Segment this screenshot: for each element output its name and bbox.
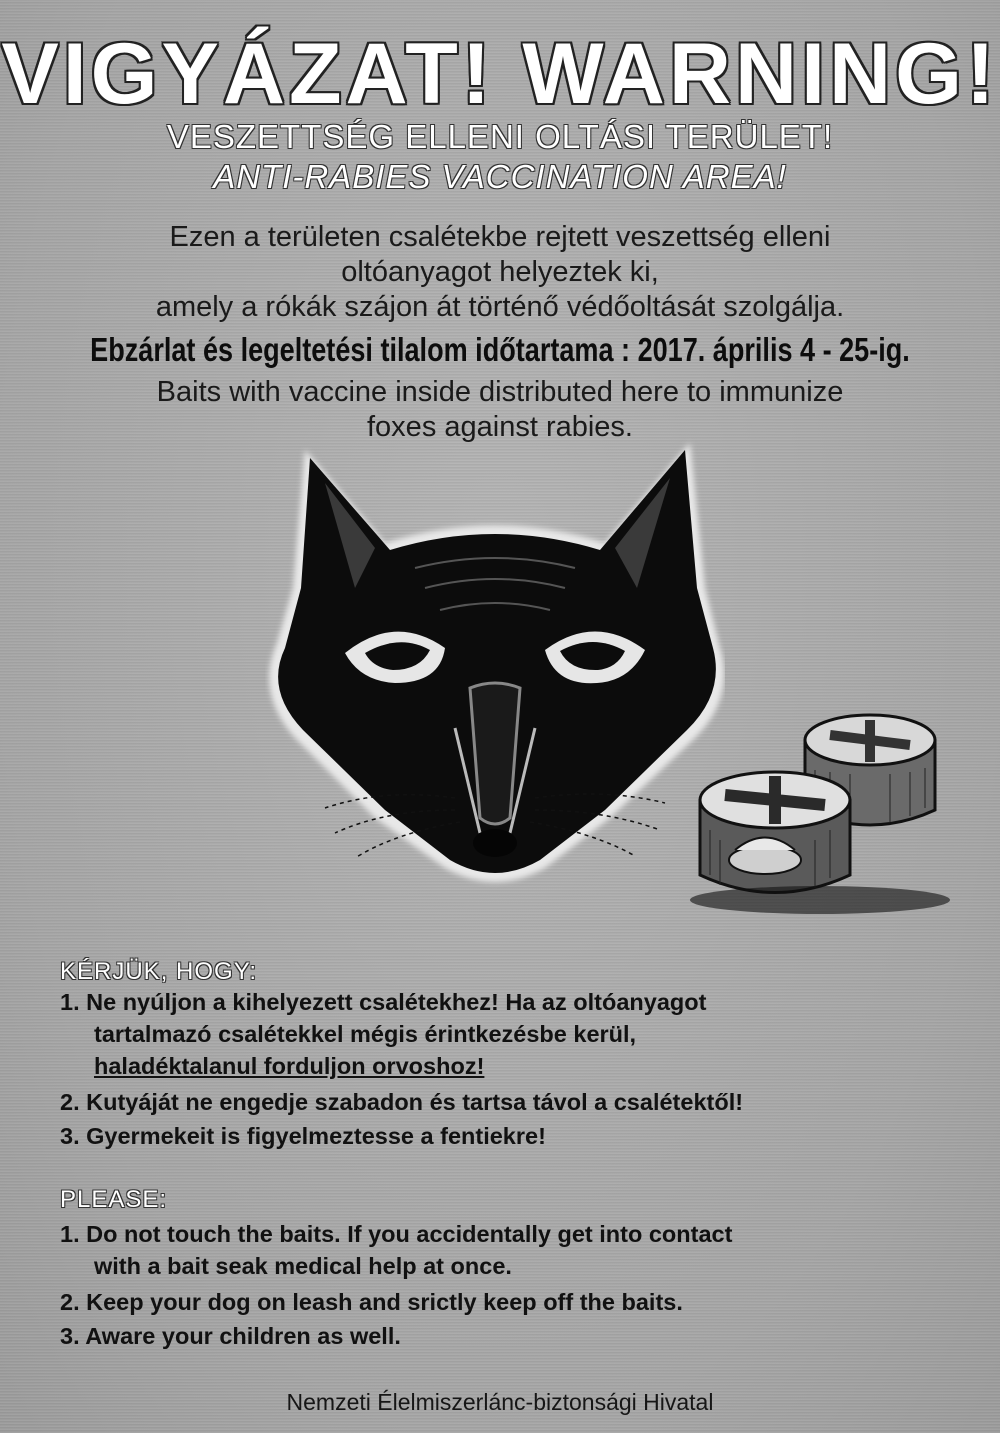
intro-en-line-1: Baits with vaccine inside distributed here to immunize bbox=[156, 376, 844, 408]
instruction-hu-item-1-line-b: tartalmazó csalétekkel mégis érintkezésbe kerül, bbox=[94, 1021, 637, 1047]
instruction-hu-item-1-line-a: 1. Ne nyúljon a kihelyezett csalétekhez! Ha az oltóanyagot bbox=[60, 989, 707, 1015]
instruction-en-item-1-line-a: 1. Do not touch the baits. If you accidentally get into contact bbox=[60, 1221, 733, 1247]
instruction-en-item-1-line-b: with a bait seak medical help at once. bbox=[94, 1253, 512, 1279]
poster-title: VIGYÁZAT! WARNING! bbox=[1, 26, 999, 122]
instructions-hu-heading: KÉRJÜK, HOGY: bbox=[60, 958, 258, 985]
instruction-en-item-3: 3. Aware your children as well. bbox=[60, 1323, 401, 1349]
instruction-en-item-2: 2. Keep your dog on leash and srictly keep off the baits. bbox=[60, 1289, 683, 1315]
subtitle-english: ANTI-RABIES VACCINATION AREA! bbox=[213, 158, 787, 195]
intro-hu-line-1: Ezen a területen csalétekbe rejtett veszettség elleni bbox=[169, 221, 831, 253]
subtitle-hungarian: VESZETTSÉG ELLENI OLTÁSI TERÜLET! bbox=[166, 118, 834, 155]
instruction-hu-item-1 bbox=[60, 986, 960, 1082]
intro-hu-line-2: oltóanyagot helyeztek ki, bbox=[341, 256, 659, 288]
vaccine-baits-illustration bbox=[680, 700, 970, 920]
ban-notice: Ebzárlat és legeltetési tilalom időtartama : 2017. április 4 - 25-ig. bbox=[90, 331, 910, 368]
fox-head-illustration bbox=[265, 438, 725, 898]
instructions-en-heading: PLEASE: bbox=[60, 1186, 168, 1213]
instruction-hu-item-3: 3. Gyermekeit is figyelmeztesse a fentiekre! bbox=[60, 1123, 546, 1149]
instruction-en-item-1 bbox=[60, 1218, 960, 1282]
intro-en-line-2: foxes against rabies. bbox=[367, 411, 633, 443]
issuer-footer: Nemzeti Élelmiszerlánc-biztonsági Hivatal bbox=[286, 1389, 714, 1415]
intro-hu-line-3: amely a rókák szájon át történő védőoltását szolgálja. bbox=[155, 291, 845, 323]
instruction-hu-item-2: 2. Kutyáját ne engedje szabadon és tartsa távol a csalétektől! bbox=[60, 1089, 744, 1115]
instruction-hu-item-1-line-c: haladéktalanul forduljon orvoshoz! bbox=[94, 1053, 485, 1079]
